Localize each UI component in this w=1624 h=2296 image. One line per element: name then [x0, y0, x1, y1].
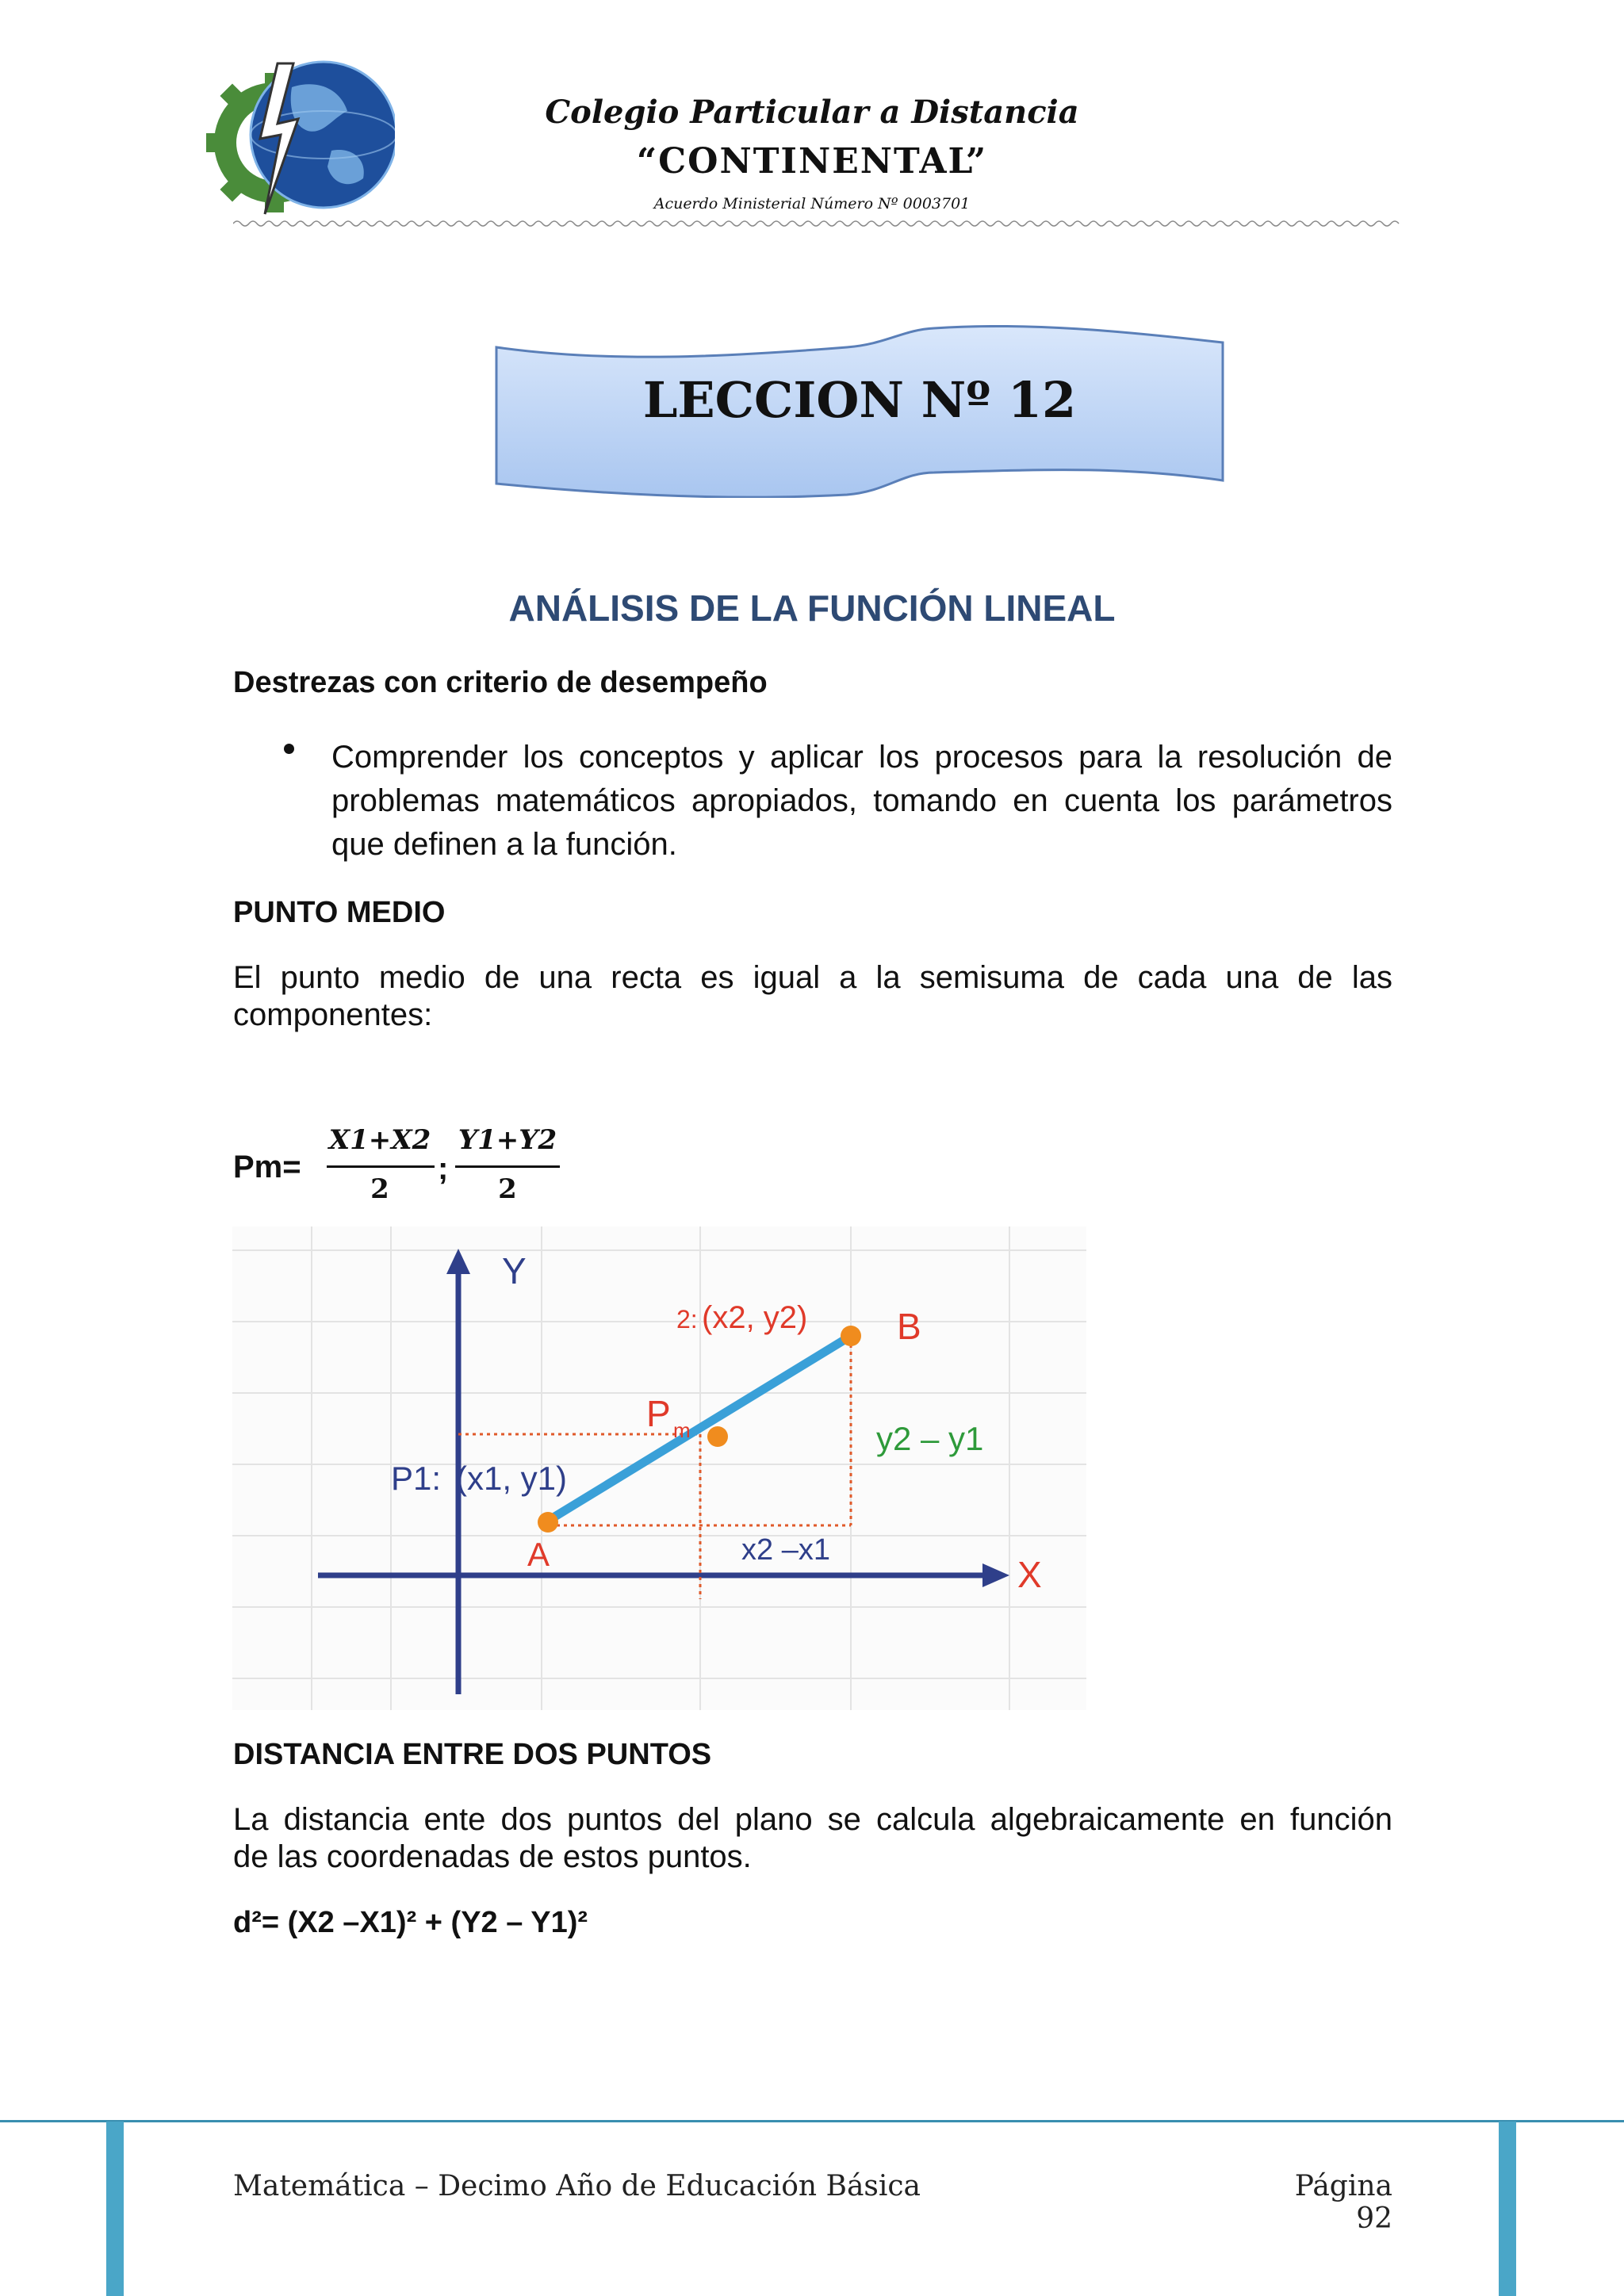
footer-page-number: Página 92	[1294, 2170, 1392, 2235]
midpoint-formula-label: Pm=	[233, 1150, 301, 1184]
midpoint-diagram	[232, 1226, 1086, 1710]
distance-formula: d²= (X2 –X1)² + (Y2 – Y1)²	[233, 1906, 588, 1939]
distance-text-line: La distancia ente dos puntos del plano se calcula algebraicamente en función	[233, 1802, 1392, 1837]
footer-right-bar	[1499, 2122, 1516, 2296]
skills-bullet-line: Comprender los conceptos y aplicar los procesos para la resolución de	[331, 740, 1392, 775]
school-name-continental: “CONTINENTAL”	[636, 141, 988, 182]
label-pm: P	[646, 1393, 671, 1434]
footer-course: Matemática – Decimo Año de Educación Básica	[233, 2170, 921, 2202]
fraction-denominator-x: 2	[370, 1173, 389, 1205]
school-name-line: Colegio Particular a Distancia	[545, 94, 1079, 131]
fraction-numerator-y: Y1+Y2	[458, 1124, 557, 1156]
point-b	[841, 1326, 861, 1346]
y-axis-label: Y	[502, 1250, 527, 1292]
fraction-bar	[327, 1165, 435, 1168]
footer-rule	[0, 2120, 1624, 2122]
formula-separator: ;	[438, 1151, 449, 1186]
label-b: B	[897, 1306, 921, 1347]
midpoint-text-line: componentes:	[233, 997, 433, 1032]
p1-coordinates: (x1, y1)	[456, 1460, 568, 1497]
fraction-denominator-y: 2	[498, 1173, 517, 1205]
label-pm-subscript: m	[673, 1418, 691, 1442]
p2-prefix: 2:	[676, 1305, 698, 1334]
skills-heading: Destrezas con criterio de desempeño	[233, 666, 768, 699]
distance-heading: DISTANCIA ENTRE DOS PUNTOS	[233, 1738, 712, 1771]
fraction-numerator-x: X1+X2	[328, 1124, 431, 1156]
midpoint-heading: PUNTO MEDIO	[233, 896, 446, 929]
skills-bullet-line: problemas matemáticos apropiados, tomando en cuenta los parámetros	[331, 783, 1392, 818]
label-a: A	[527, 1536, 550, 1573]
point-pm	[707, 1426, 728, 1447]
footer-left-bar	[106, 2122, 124, 2296]
lesson-title: LECCION Nº 12	[642, 371, 1077, 429]
fraction-bar	[455, 1165, 560, 1168]
x-axis-label: X	[1017, 1554, 1042, 1595]
midpoint-text-line: El punto medio de una recta es igual a la semisuma de cada una de las	[233, 960, 1392, 995]
distance-text-line: de las coordenadas de estos puntos.	[233, 1839, 752, 1874]
point-a	[538, 1512, 558, 1533]
section-title: ANÁLISIS DE LA FUNCIÓN LINEAL	[508, 587, 1116, 629]
ministerial-agreement: Acuerdo Ministerial Número Nº 0003701	[653, 195, 971, 212]
p2-coordinates: (x2, y2)	[702, 1300, 808, 1335]
header-decorative-rule	[233, 217, 1400, 233]
skills-bullet-line: que definen a la función.	[331, 827, 677, 862]
bullet-icon	[284, 744, 294, 754]
diagram-background	[232, 1226, 1086, 1710]
delta-x-label: x2 –x1	[741, 1533, 830, 1567]
p1-label: P1:	[391, 1460, 442, 1497]
delta-y-label: y2 – y1	[876, 1420, 984, 1457]
